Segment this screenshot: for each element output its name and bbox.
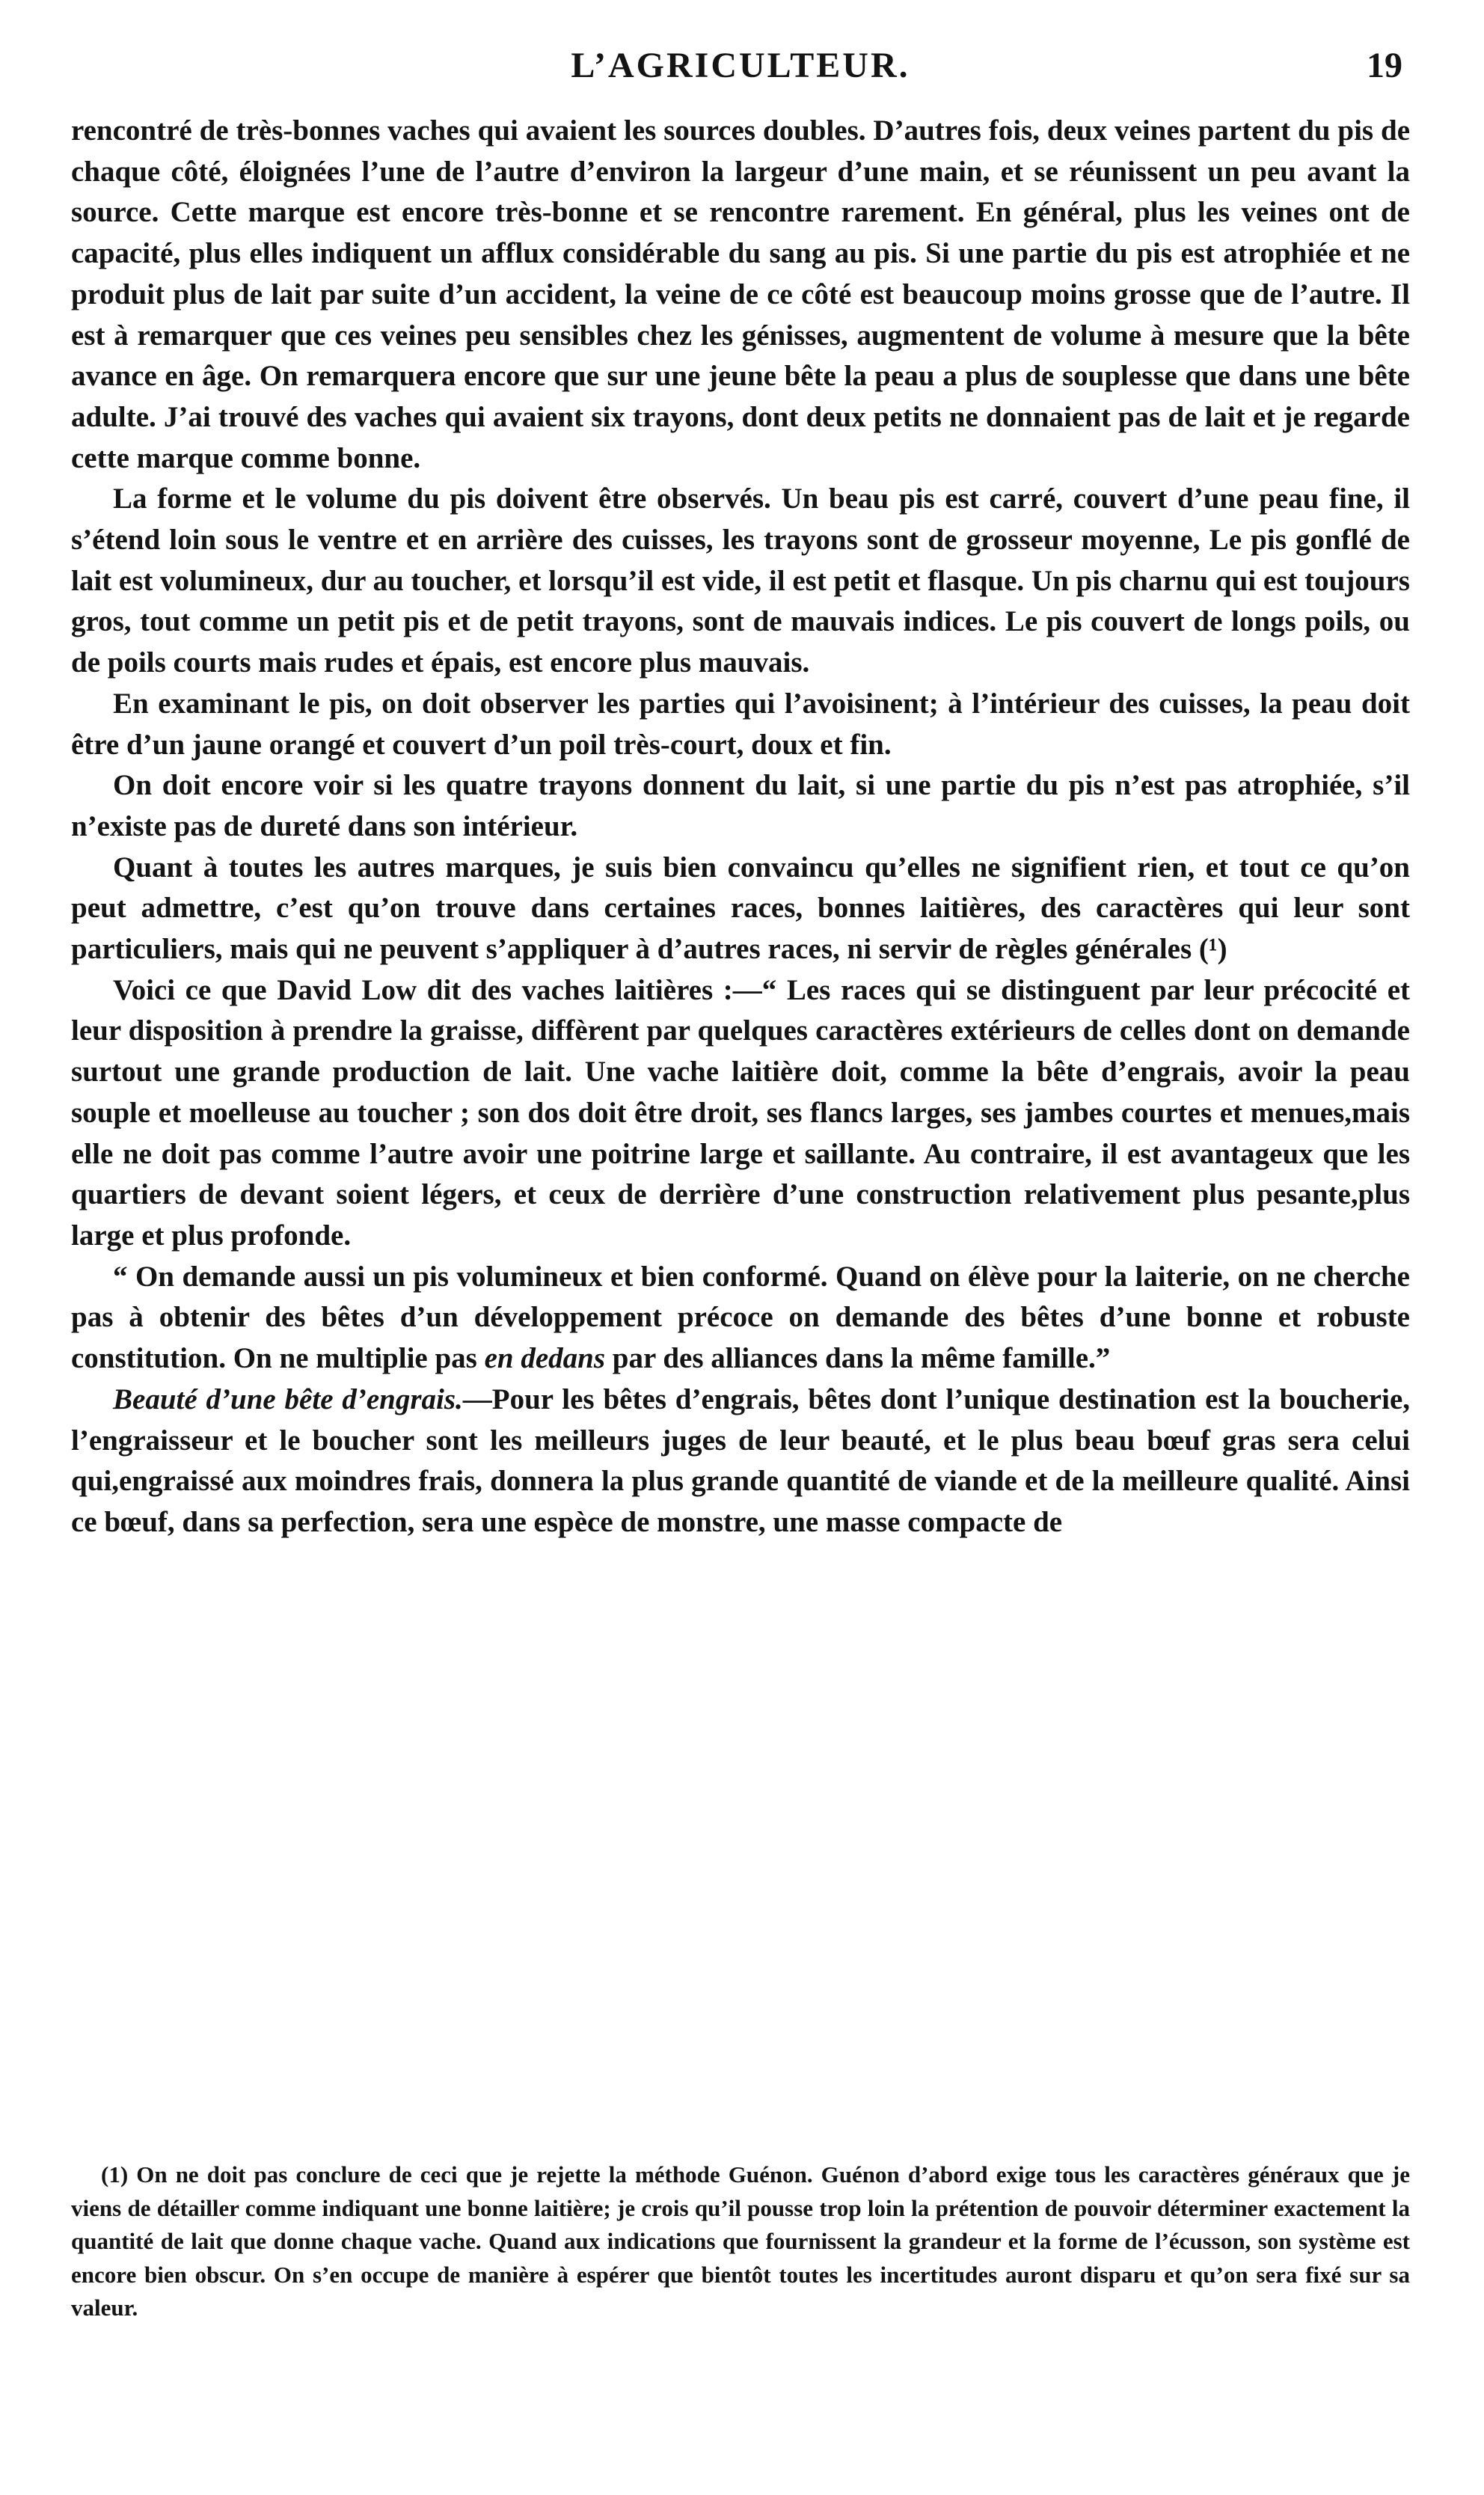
- footnote-1: (1) On ne doit pas conclure de ceci que je rejette la méthode Guénon. Guénon d’abord exige tous les caractères généraux que je viens de détailler comme indiquant une bonne laitière; je crois qu’il pousse trop loin la prétention de pouvoir déterminer exactement la quantité de lait que donne chaque vache. Quand aux indications que fournissent la grandeur et la forme de l’écusson, son système est encore bien obscur. On s’en occupe de manière à espérer que bientôt toutes les incertitudes auront disparu et qu’on sera fixé sur sa valeur.: [71, 2161, 1410, 2321]
- paragraph-6: Voici ce que David Low dit des vaches laitières :—“ Les races qui se distinguent par leur précocité et leur disposition à prendre la graisse, diffèrent par quelques caractères extérieurs de celles dont on demande surtout une grande production de lait. Une vache laitière doit, comme la bête d’engrais, avoir la peau souple et moelleuse au toucher ; son dos doit être droit, ses flancs larges, ses jambes courtes et menues,mais elle ne doit pas comme l’autre avoir une poitrine large et saillante. Au contraire, il est avantageux que les quartiers de devant soient légers, et ceux de derrière d’une construction relativement plus pesante,plus large et plus profonde.: [71, 973, 1410, 1252]
- paragraph-8: [71, 1380, 1410, 1543]
- page: [71, 45, 1410, 1543]
- footnotes: [71, 2158, 1410, 2325]
- page-number: 19: [1367, 46, 1402, 85]
- paragraph-7-text-b: par des alliances dans la même famille.”: [605, 1342, 1111, 1375]
- page-header: [71, 45, 1410, 111]
- paragraph-8-text: —Pour les bêtes d’engrais, bêtes dont l’unique destination est la boucherie, l’engraisseur et le boucher sont les meilleurs juges de leur beauté, et le plus beau bœuf gras sera celui qui,engraissé aux moindres frais, donnera la plus grande quantité de viande et de la meilleure qualité. Ainsi ce bœuf, dans sa perfection, sera une espèce de monstre, une masse compacte de: [71, 1383, 1410, 1538]
- section-lead: Beauté d’une bête d’engrais.: [113, 1383, 463, 1415]
- paragraph-4: On doit encore voir si les quatre trayons donnent du lait, si une partie du pis n’est pas atrophiée, s’il n’existe pas de dureté dans son intérieur.: [71, 769, 1410, 842]
- paragraph-7-italic: en dedans: [484, 1342, 606, 1375]
- paragraph-2: La forme et le volume du pis doivent être observés. Un beau pis est carré, couvert d’une peau fine, il s’étend loin sous le ventre et en arrière des cuisses, les trayons sont de grosseur moyenne, Le pis gonflé de lait est volumineux, dur au toucher, et lorsqu’il est vide, il est petit et flasque. Un pis charnu qui est toujours gros, tout comme un petit pis et de petit trayons, sont de mauvais indices. Le pis couvert de longs poils, ou de poils courts mais rudes et épais, est encore plus mauvais.: [71, 483, 1410, 679]
- paragraph-7-text-a: “ On demande aussi un pis volumineux et bien conformé. Quand on élève pour la laiterie, on ne cherche pas à obtenir des bêtes d’un développement précoce on demande des bêtes d’une bonne et robuste constitution. On ne multiplie pas: [71, 1260, 1410, 1375]
- paragraph-1: rencontré de très-bonnes vaches qui avaient les sources doubles. D’autres fois, deux veines partent du pis de chaque côté, éloignées l’une de l’autre d’environ la largeur d’une main, et se réunissent un peu avant la source. Cette marque est encore très-bonne et se rencontre rarement. En général, plus les veines ont de capacité, plus elles indiquent un afflux considérable du sang au pis. Si une partie du pis est atrophiée et ne produit plus de lait par suite d’un accident, la veine de ce côté est beaucoup moins grosse que de l’autre. Il est à remarquer que ces veines peu sensibles chez les génisses, augmentent de volume à mesure que la bête avance en âge. On remarquera encore que sur une jeune bête la peau a plus de souplesse que dans une bête adulte. J’ai trouvé des vaches qui avaient six trayons, dont deux petits ne donnaient pas de lait et je regarde cette marque comme bonne.: [71, 114, 1410, 474]
- paragraph-5: Quant à toutes les autres marques, je suis bien convaincu qu’elles ne signifient rien, et tout ce qu’on peut admettre, c’est qu’on trouve dans certaines races, bonnes laitières, des caractères qui leur sont particuliers, mais qui ne peuvent s’appliquer à d’autres races, ni servir de règles générales (¹): [71, 851, 1410, 966]
- body-text: [71, 111, 1410, 1543]
- paragraph-7: [71, 1257, 1410, 1380]
- running-title: L’AGRICULTEUR.: [571, 46, 910, 85]
- paragraph-3: En examinant le pis, on doit observer les parties qui l’avoisinent; à l’intérieur des cuisses, la peau doit être d’un jaune orangé et couvert d’un poil très-court, doux et fin.: [71, 687, 1410, 761]
